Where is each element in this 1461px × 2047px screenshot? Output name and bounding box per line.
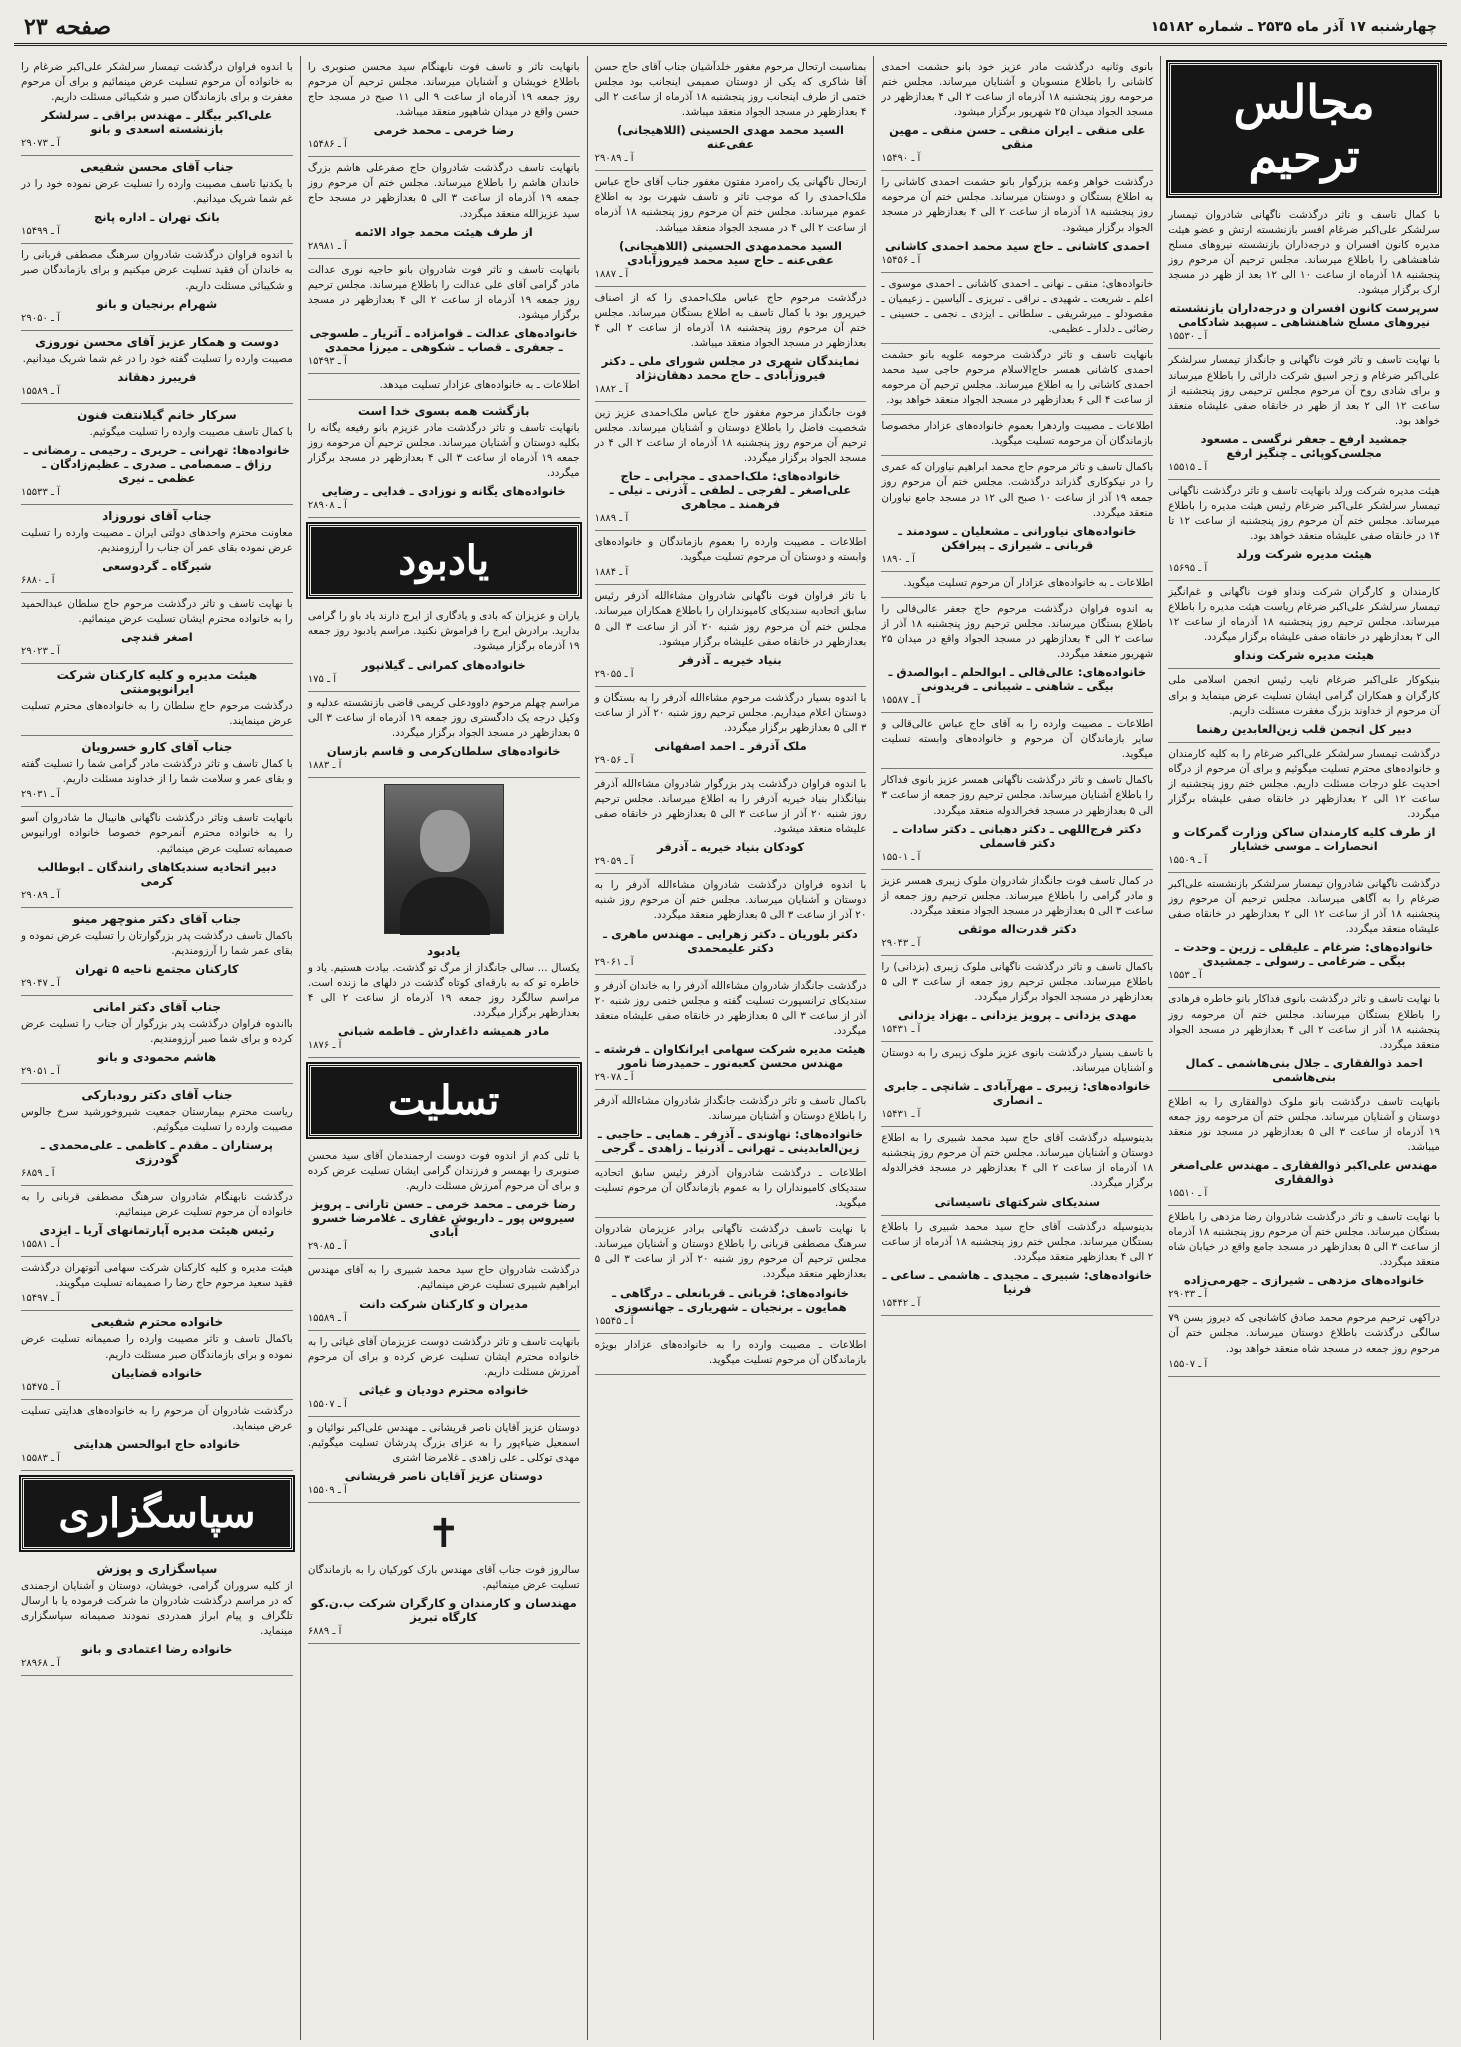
notice-text: درگذشت مرحوم حاج سلطان را به خانواده‌های محترم تسلیت عرض مینمایند.	[21, 700, 293, 728]
notice-signature: خانواده‌ها: تهرانی ـ حریری ـ رحیمی ـ رمضانی ـ رزاق ـ صمصامی ـ صدری ـ عظیم‌زادگان ـ عظمی ـ نیری	[23, 442, 290, 485]
notice	[308, 1331, 580, 1417]
notice	[881, 956, 1153, 1042]
notice-text: با نهایت تاسف درگذشت ناگهانی برادر عزیزمان شادروان سرهنگ مصطفی قربانی را باطلاع دوستان و آشنایان میرساند. مجلس ترحیم آن مرحوم روز شنبه ۲۰ آذر از ساعت ۳ الی ۵ بعدازظهر منعقد میگردد.	[594, 1223, 867, 1281]
notice	[21, 1186, 293, 1257]
notice	[595, 585, 867, 686]
notice-signature: دکتر فرج‌اللهی ـ دکتر دهبانی ـ دکتر سادات ـ دکتر قاسملی	[893, 821, 1142, 850]
notice	[595, 402, 867, 531]
notice-title: هیئت مدیره و کلیه کارکنان شرکت ایرانوپومنتی	[56, 668, 258, 697]
notice	[21, 156, 293, 244]
notice-code: آ ـ ۱۸۹۰	[881, 553, 915, 565]
notice-signature: السید محمدمهدی الحسینی (اللاهیجانی) عفی‌عنه ـ حاج سید محمد فیروزآبادی	[619, 238, 842, 267]
notice-code: آ ـ ۱۵۵۰۷	[307, 1398, 347, 1410]
col5-notices-b	[21, 1558, 293, 1676]
notice	[881, 171, 1153, 272]
column-4	[300, 56, 587, 2040]
notice-text: با اندوه فراوان درگذشت تیمسار سرلشکر علی‌اکبر ضرغام را به خانواده آن مرحوم تسلیت عرض مینمائیم و برای آن مرحوم مغفرت و برای بازماندگان صبر و شکیبائی مسئلت داریم.	[21, 61, 293, 104]
notice	[308, 940, 580, 1058]
notice-signature: خانواده قضاییان	[111, 1365, 203, 1380]
notice	[881, 572, 1153, 598]
notice-signature: خانواده‌های: عالی‌قالی ـ ابوالحلم ـ ابوالصدق ـ بیگی ـ شاهنی ـ شیبانی ـ فریدونی	[888, 665, 1147, 694]
notice-code: آ ـ ۱۸۸۷	[594, 268, 629, 280]
notice-text: دراکهی ترحیم مرحوم محمد صادق کاشانچی که دیروز بسن ۷۹ سالگی درگذشت باطلاع دوستان میرساند. مجلس ختم آن مرحوم روز جمعه در مسجد شاه منعقد خواهد بود.	[1168, 1312, 1440, 1355]
notice-text: باکمال تاسف و تاثر درگذشت ناگهانی همسر عزیز بانوی فداکار را باطلاع آشنایان میرساند. مجلس ترحیم روز جمعه از ساعت ۳ الی ۵ بعدازظهر در مسجد فخرالدوله منعقد میگردد.	[881, 774, 1154, 817]
notice	[21, 807, 293, 907]
notice-code: آ ـ ۱۵۴۸۶	[307, 139, 347, 151]
col5-notices-a	[21, 56, 293, 1471]
banner-tasliat: تسلیت	[308, 1064, 580, 1137]
notice	[308, 374, 580, 400]
notice-signature: خانواده‌های: ملک‌احمدی ـ مجرابی ـ حاج علی‌اصغر ـ لفرجی ـ لطفی ـ آذرنی ـ نیلی ـ فرهمند ـ مجاهری	[609, 469, 852, 512]
notice	[21, 505, 293, 593]
notice-code: آ ـ ۱۵۵۱۰	[1168, 1188, 1208, 1200]
notice-code: آ ـ ۱۵۵۸۷	[881, 695, 921, 707]
notice	[21, 404, 293, 505]
notice-text: بانهایت تاسف و تاثر فوت شادروان بانو حاجیه نوری عدالت مادر گرامی آقای علی عدالت را باطلاع میرساند. مجلس ترحیم روز جمعه ۱۹ آذرماه از ساعت ۲ الی ۴ بعدازظهر در مسجد برگزار میشود.	[307, 263, 580, 321]
notice-text: باکمال تاسف و تاثر درگذشت جانگداز شادروان مشاءالله آذرفر را باطلاع دوستان و آشنایان میرساند.	[594, 1094, 867, 1122]
notice-signature: خانواده‌های عدالت ـ قوامزاده ـ آثریار ـ طسوجی ـ جعفری ـ قصاب ـ شکوهی ـ میرزا محمدی	[309, 325, 578, 354]
col4-notices-d	[308, 1145, 580, 1503]
notice	[308, 1559, 580, 1644]
notice-text: اطلاعات ـ مصیبت وارده را بعموم بازماندگان و خانواده‌های وابسته و دوستان آن مرحوم تسلیت میگوید.	[594, 536, 867, 564]
notice-text: با ثلی کدم از اندوه فوت دوست ارجمندمان آقای سید محسن صنوبری را بهمسر و فرزندان گرامی ایشان تسلیت عرض کرده و برای آن مرحوم آمرزش مسئلت داریم.	[307, 1150, 580, 1193]
notice-code: آ ـ ۱۵۵۰۹	[1168, 855, 1208, 867]
notice-text: درگذشت نابهنگام شادروان سرهنگ مصطفی قربانی را به خانواده آن مرحوم تسلیت عرض مینمائیم.	[21, 1191, 293, 1219]
notice-title: جناب آقای محسن شفیعی	[80, 160, 234, 175]
notice-code: آ ـ ۱۸۸۹	[594, 513, 629, 525]
notice-signature: خانواده‌های: زیبری ـ مهرآبادی ـ شانچی ـ جابری ـ انصاری	[883, 1079, 1151, 1108]
notice-title: خانواده محترم شفیعی	[90, 1315, 224, 1330]
notice	[308, 1259, 580, 1330]
col4-notices-b	[308, 605, 580, 777]
notice-signature: خانواده رضا اعتمادی و بانو	[81, 1642, 233, 1657]
col4-notices-a	[308, 56, 580, 518]
col4-notices-e	[308, 1559, 580, 1644]
notice	[21, 1084, 293, 1186]
notice	[1168, 581, 1440, 669]
notice-text: باکمال تاسف و تاثر مرحوم حاج محمد ابراهیم نیاوران که عمری را در نیکوکاری گذراند درگذشت. مجلس ختم آن مرحوم روز جمعه ۱۹ آذر از ساعت ۱۰ صبح الی ۱۲ در مسجد جامع نیاوران منعقد میگردد.	[881, 461, 1154, 519]
notice-text: بدینوسیله درگذشت آقای حاج سید محمد شبیری را باطلاع بستگان میرساند. مجلس ختم روز پنجشنبه ۱۸ آذرماه از ساعت ۲ الی ۴ بعدازظهر منعقد میگردد.	[881, 1220, 1154, 1263]
notice-code: آ ـ ۲۹۰۳۳	[1168, 1289, 1208, 1301]
notice-signature: خانواده حاج ابوالحسن هدایتی	[73, 1436, 241, 1451]
notice-text: باکمال تاسف درگذشت پدر بزرگوارتان را تسلیت عرض نموده و بقای عمر شما را آرزومندیم.	[21, 929, 293, 957]
notice-text: درگذشت شادروان آن مرحوم را به خانواده‌های هدایتی تسلیت عرض مینماید.	[21, 1404, 293, 1432]
notice-code: آ ـ ۱۸۸۲	[594, 383, 629, 395]
notice	[308, 1417, 580, 1503]
notice-text: با اندوه فراوان درگذشت پدر بزرگوار شادروان مشاءالله آذرفر بنیانگذار بنیاد خیریه آذرفر را به اطلاع میرساند. مجلس ترحیم روز شنبه ۲۰ آذر از ساعت ۳ الی ۵ بعدازظهر در خانقاه صفی علیشاه منعقد میشود.	[594, 777, 867, 836]
notice-signature: سرپرست کانون افسران و درجه‌داران بازنشسته نیروهای مسلح شاهنشاهی ـ سپهبد شادکامی	[1169, 301, 1439, 330]
column-2	[873, 56, 1160, 2040]
notice-signature: مدیران و کارکنان شرکت دانت	[359, 1296, 529, 1311]
notice-code: آ ـ ۱۵۶۹۵	[1168, 563, 1208, 575]
notice-code: آ ـ ۱۵۴۴۲	[881, 1297, 921, 1309]
notice-signature: ملک آذرفر ـ احمد اصفهانی	[654, 738, 807, 753]
notice-text: خانواده‌های: منقی ـ نهانی ـ احمدی کاشانی ـ احمدی موسوی ـ اعلم ـ شریعت ـ شهیدی ـ نراقی ـ تبریزی ـ آلیاسین ـ زعیمیان ـ مقصودلو ـ میرشریفی ـ سلطانی ـ ایزدی ـ نجمی ـ حسینی ـ رضائی ـ دلدار ـ عظیمی.	[881, 277, 1154, 335]
notice-code: آ ـ ۱۵۴۹۹	[21, 226, 60, 238]
notice-signature: خانواده‌های: شبیری ـ مجیدی ـ هاشمی ـ ساعی ـ فرنیا	[882, 1267, 1153, 1296]
notice-signature: دکتر قدرت‌اله موثقی	[958, 921, 1077, 936]
columns	[14, 56, 1447, 2040]
notice-text: با اندوه فراوان درگذشت شادروان مشاءالله آذرفر را به دوستان و آشنایان میرساند. مجلس ختم آن مرحوم روز شنبه ۲۰ آذر از ساعت ۳ الی ۵ بعدازظهر منعقد میگردد.	[594, 879, 867, 922]
notice-text: در کمال تاسف فوت جانگداز شادروان ملوک زیبری همسر عزیز و مادر گرامی را باطلاع میرساند. مجلس ترحیم روز جمعه از ساعت ۳ الی ۵ بعدازظهر در مسجد الجواد منعقد میگردد.	[881, 874, 1154, 917]
notice-signature: بانک تهران ـ اداره پانچ	[93, 210, 220, 225]
notice-text: با نهایت تاسف و تاثر درگذشت شادروان رضا مزدهی را باطلاع بستگان میرساند. مجلس ختم آن مرحوم روز پنجشنبه ۱۸ آذرماه از ساعت ۳ الی ۵ بعدازظهر در مسجد جامع واقع در خیابان شاه منعقد میگردد.	[1168, 1211, 1440, 1269]
notice	[21, 996, 293, 1084]
newspaper-page	[14, 10, 1447, 2040]
notice	[1168, 480, 1440, 581]
notice-code: آ ـ ۲۹۰۵۶	[594, 754, 634, 766]
notice-code: آ ـ ۲۹۰۷۳	[21, 138, 60, 150]
notice	[308, 157, 580, 258]
notice-signature: خانواده‌های مزدهی ـ شیرازی ـ جهرمی‌زاده	[1183, 1273, 1425, 1288]
notice	[21, 1558, 293, 1676]
notice-signature: احمد ذوالفقاری ـ جلال بنی‌هاشمی ـ کمال بنی‌هاشمی	[1185, 1055, 1423, 1084]
notice	[21, 593, 293, 664]
notice-signature: خانواده‌های سلطان‌کرمی و قاسم بازسان	[326, 743, 561, 758]
notice-text: باکمال تاسف و تاثر مصیبت وارده را صمیمانه تسلیت عرض نموده و برای بازماندگان صبر مسئلت داریم.	[21, 1333, 293, 1361]
notice-text: بانهایت تاسف و تاثر درگذشت مرحومه علویه بانو حشمت احمدی کاشانی همسر حاج‌الاسلام مرحوم حاجی سید محمد احمدی کاشانی را به اطلاع میرساند. مجلس ترحیم آن مرحومه از ساعت ۴ الی ۶ بعدازظهر در مسجد الجواد منعقد خواهد بود.	[881, 348, 1154, 407]
notice-text: درگذشت تیمسار سرلشکر علی‌اکبر ضرغام را به کلیه کارمندان و خانواده‌های محترم تسلیت میگوئیم و برای آن مرحوم از درگاه احدیت علو درجات مسئلت داریم. مجلس ختم روز پنجشنبه از ساعت ۱۲ الی ۲ بعدازظهر در خانقاه صفی علیشاه برگزار میگردد.	[1168, 747, 1441, 821]
notice-signature: دکتر بلوریان ـ دکتر زهرایی ـ مهندس ماهری ـ دکتر علیمحمدی	[603, 926, 858, 955]
notice	[1168, 743, 1440, 873]
notice	[595, 874, 867, 974]
notice-text: بااندوه فراوان درگذشت پدر بزرگوار آن جناب را تسلیت عرض کرده و برای شما صبر آرزومندیم.	[21, 1017, 293, 1045]
notice-code: آ ـ ۱۵۵۰۷	[1168, 1358, 1208, 1370]
masthead	[14, 10, 1447, 46]
notice	[21, 331, 293, 404]
notice	[21, 908, 293, 996]
notice	[881, 713, 1153, 769]
notice-text: از کلیه سروران گرامی، خویشان، دوستان و آشنایان ارجمندی که در مراسم درگذشت شادروان ما شرکت فرموده یا با ارسال تلگراف و پیام ابراز همدردی نمودند صمیمانه سپاسگزاری مینماید.	[21, 1579, 293, 1637]
notice-text: دوستان عزیز آقایان ناصر قریشانی ـ مهندس علی‌اکبر نوائیان و اسمعیل ضیاءپور را به عزای بزرگ پدرشان تسلیت میگوئیم. مهدی توکلی ـ علی زاهدی ـ غلامرضا اشتری	[307, 1421, 580, 1464]
notice	[1168, 1091, 1440, 1206]
notice	[1168, 669, 1440, 742]
notice-text: باکمال تاسف و تاثر درگذشت ناگهانی ملوک زیبری (بزدانی) را باطلاع میرساند. مجلس ترحیم روز جمعه از ساعت ۳ الی ۵ بعدازظهر در مسجد الجواد برگزار میگردد.	[881, 960, 1154, 1003]
notice-text: ارتحال ناگهانی یک راه‌مرد مفتون مغفور جناب آقای حاج عباس ملک‌احمدی را که موجب تاثر و تاسف شهرت بود به اطلاع عموم میرساند. مجلس ختم آن مرحوم روز پنجشنبه ۱۸ آذرماه از ساعت ۲ الی ۴ در مسجد الجواد منعقد میباشد.	[594, 176, 867, 234]
notice	[881, 769, 1153, 869]
notice-text: کارمندان و کارگران شرکت ونداو فوت ناگهانی و غم‌انگیز تیمسار سرلشکر علی‌اکبر ضرغام ریاست هیئت مدیره را باطلاع میرساند. مجلس ترحیم روز پنجشنبه ۱۸ آذرماه از ساعت ۱۲ الی ۲ بعدازظهر در خانقاه صفی علیشاه برگزار میگردد.	[1168, 586, 1440, 644]
notice-signature: رئیس هیئت مدیره آپارتمانهای آریا ـ ایزدی	[39, 1223, 275, 1238]
notice	[595, 1334, 867, 1375]
notice	[21, 1311, 293, 1399]
notice-signature: جمشید ارفع ـ جعفر نرگسی ـ مسعود مجلسی‌کوپائی ـ چنگیز ارفع	[1200, 431, 1408, 460]
notice	[595, 287, 867, 402]
notice	[595, 975, 867, 1090]
col1-notices	[1168, 204, 1440, 1377]
column-5	[14, 56, 300, 2040]
notice-signature: رضا خرمی ـ محمد خرمی	[373, 123, 514, 138]
notice-title: جناب آقای دکتر رودبارکی	[81, 1087, 233, 1102]
notice-signature: هاشم محمودی و بانو	[97, 1049, 217, 1064]
notice-signature: السید محمد مهدی الحسینی (اللاهیجانی) عفی‌عنه	[617, 123, 844, 152]
notice	[881, 273, 1153, 344]
notice	[21, 244, 293, 330]
notice-signature: هیئت مدیره شرکت سهامی ایرانکاوان ـ فرشته ـ مهندس محسن کعبه‌نور ـ حمیدرضا نامور	[595, 1041, 866, 1070]
notice-code: آ ـ ۱۵۵۸۳	[21, 1452, 60, 1464]
notice-text: با کمال تاسف و تاثر درگذشت مادر گرامی شما را تسلیت گفته و بقای عمر و سلامت شما را از خداوند مسئلت داریم.	[21, 758, 293, 786]
notice-text: بانهایت تاسف و تاثر درگذشت مادر عزیزم بانو رفیعه یگانه را بکلیه دوستان و آشنایان میرساند. مجلس ترحیم آن مرحومه روز جمعه ۱۹ آذرماه از ساعت ۳ الی ۴ بعدازظهر در مسجد برگزار میگردد.	[307, 422, 580, 480]
notice-title: جناب آقای کارو خسرویان	[81, 740, 233, 755]
notice-code: آ ـ ۱۵۴۵۶	[881, 254, 921, 266]
column-3	[587, 56, 874, 2040]
notice-code: آ ـ ۱۸۸۳	[307, 759, 342, 771]
notice	[881, 415, 1153, 456]
notice	[1168, 1206, 1440, 1307]
notice-text: بانهایت تاسف و تاثر درگذشت دوست عزیزمان آقای غیاثی را به خانواده محترم ایشان تسلیت عرض کرده و برای آن مرحوم آمرزش مسئلت داریم.	[307, 1335, 580, 1378]
notice-code: آ ـ ۲۹۰۷۸	[594, 1071, 634, 1083]
notice-code: آ ـ ۲۹۰۵۵	[594, 668, 634, 680]
notice-signature: علی‌اکبر بیگلر ـ مهندس براقی ـ سرلشکر بازنشسته اسعدی و بانو	[41, 108, 273, 137]
column-1	[1160, 56, 1447, 2040]
cross-icon: ✝	[426, 1510, 461, 1557]
notice-code: آ ـ ۲۸۹۶۸	[21, 1658, 60, 1670]
notice	[881, 870, 1153, 956]
notice-code: آ ـ ۲۹۰۳۱	[21, 789, 60, 801]
notice-signature: شهرام برنجیان و بانو	[96, 296, 218, 311]
notice	[595, 1218, 867, 1333]
notice-signature: از طرف هیئت محمد جواد الائمه	[354, 224, 533, 239]
banner-sepasgozari: سپاسگزاری	[21, 1477, 293, 1550]
notice-title: جناب آقای دکتر منوچهر مینو	[72, 911, 242, 926]
notice	[881, 598, 1153, 713]
notice-code: آ ـ ۱۵۵۳۳	[21, 486, 60, 498]
notice-code: آ ـ ۱۸۷۶	[307, 1040, 342, 1052]
notice-text: با تاسف بسیار درگذشت بانوی عزیز ملوک زیبری را به دوستان و آشنایان میرساند.	[881, 1047, 1154, 1075]
notice-code: آ ـ ۶۸۸۹	[307, 1626, 342, 1638]
notice-text: درگذشت خواهر وعمه بزرگوار بانو حشمت احمدی کاشانی را به اطلاع بستگان و دوستان میرساند. مجلس ختم آن مرحومه روز پنجشنبه ۱۸ آذرماه از ساعت ۲ الی ۴ بعدازظهر در مسجد الجواد برگزار میشود.	[881, 176, 1154, 234]
notice-code: آ ـ ۲۹۰۶۱	[594, 956, 634, 968]
notice-text: با کمال تاسف و تاثر درگذشت ناگهانی شادروان تیمسار سرلشکر علی‌اکبر ضرغام افسر بازنشسته ارتش و عضو هیئت مدیره کانون افسران و درجه‌داران بازنشسته نیروهای مسلح شاهنشاهی را باطلاع میرساند. مجلس ترحیم آن مرحوم روز پنجشنبه ۱۸ آذرماه از ساعت ۱۰ الی ۱۲ بعد از ظهر در مسجد ارک برگزار میشود.	[1168, 209, 1440, 297]
notice-text: ریاست محترم بیمارستان جمعیت شیروخورشید سرخ جالوس مصیبت وارده را تسلیت میگوئیم.	[21, 1105, 293, 1134]
notice-code: آ ـ ۱۵۴۹۳	[307, 355, 347, 367]
notice-title: جناب آقای نوروزاد	[102, 508, 212, 523]
notice	[21, 1257, 293, 1311]
notice-signature: هیئت مدیره شرکت ونداو	[1234, 648, 1375, 663]
notice	[1168, 1307, 1440, 1376]
notice-code: آ ـ ۲۹۰۲۳	[21, 646, 60, 658]
notice-text: با تاثر فراوان فوت ناگهانی شادروان مشاءالله آذرفر رئیس سابق اتحادیه سندیکای کامیونداران را باطلاع همکاران میرساند. مجلس ختم آن مرحوم روز شنبه ۲۰ آذر از ساعت ۳ الی ۵ بعدازظهر در خانقاه صفی علیشاه برگزار میشود.	[594, 590, 867, 648]
notice-text: بانوی وثانیه درگذشت مادر عزیز خود بانو حشمت احمدی کاشانی را باطلاع منسوبان و آشنایان میرساند. مجلس ختم مرحومه روز پنجشنبه ۱۸ آذرماه از ساعت ۲ الی ۴ بعدازظهر در مسجد الجواد میدان ۲۵ شهریور برگزار میشود.	[881, 61, 1154, 119]
notice-text: با نهایت تاسف و تاثر درگذشت مرحوم حاج سلطان عبدالحمید را به خانواده محترم ایشان تسلیت عرض مینمائیم.	[21, 597, 293, 626]
notice	[881, 56, 1153, 171]
notice-text: درگذشت مرحوم حاج عباس ملک‌احمدی را که از اصناف خیرپرور بود با کمال تاسف به اطلاع بستگان میرساند. مجلس ختم آن مرحوم روز پنجشنبه ۱۸ آذرماه از ساعت ۲ الی ۴ بعدازظهر در مسجد الجواد منعقد میباشد.	[594, 291, 867, 349]
notice	[595, 531, 867, 585]
notice-signature: فریبرز دهقاند	[117, 369, 197, 384]
notice-signature: خانواده‌های نیاورانی ـ مشعلیان ـ سودمند ـ قربانی ـ شیرازی ـ پیرافکن	[898, 523, 1137, 552]
notice	[595, 1162, 867, 1218]
notice-code: آ ـ ۱۵۴۷۵	[21, 1381, 60, 1393]
notice-text: اطلاعات ـ مصیبت وارده را به خانواده‌های عزادار بویژه بازماندگان آن مرحوم تسلیت میگوید.	[594, 1338, 867, 1366]
notice-code: آ ـ ۶۸۸۰	[21, 574, 55, 586]
notice-signature: اصغر قندچی	[121, 630, 193, 645]
notice	[881, 1216, 1153, 1316]
notice-signature: کارکنان مجتمع ناحیه ۵ تهران	[75, 961, 239, 976]
notice-title: سپاسگزاری و پوزش	[96, 1561, 218, 1576]
notice	[881, 1042, 1153, 1127]
notice-signature: بنیاد خیریه ـ آذرفر	[679, 652, 782, 667]
notice-text: با اندوه فراوان درگذشت شادروان سرهنگ مصطفی قربانی را به خاندان آن فقید تسلیت عرض میکنیم و برای بازماندگان صبر و شکیبائی مسئلت داریم.	[21, 249, 293, 292]
notice-signature: مهندسان و کارمندان و کارگران شرکت ب.ن.کو کارگاه تبریز	[310, 1596, 577, 1625]
notice	[595, 773, 867, 874]
notice-text: با اندوه بسیار درگذشت مرحوم مشاءالله آذرفر را به بستگان و دوستان اعلام میداریم. مجلس ترحیم روز شنبه ۲۰ آذر از ساعت ۳ الی ۵ بعدازظهر برگزار میگردد.	[594, 691, 867, 734]
notice	[21, 736, 293, 807]
notice-signature: دوستان عزیز آقایان ناصر قریشانی	[344, 1468, 543, 1483]
notice	[21, 56, 293, 156]
notice	[881, 1127, 1153, 1215]
notice-signature: هیئت مدیره شرکت ورلد	[1236, 547, 1372, 562]
notice	[595, 56, 867, 171]
notice-code: آ ـ ۱۵۴۹۷	[21, 1293, 60, 1305]
notice-text: بنیکوکار علی‌اکبر ضرغام نایب رئیس انجمن اسلامی ملی کارگران و همکاران گرامی ایشان تسلیت عرض مینماید و برای آن مرحوم از خداوند بزرگ مغفرت مسئلت داریم.	[1168, 674, 1440, 717]
notice-signature: پرستاران ـ مقدم ـ کاظمی ـ علی‌محمدی ـ گودرزی	[40, 1138, 273, 1167]
notice	[1168, 349, 1440, 479]
notice-signature: احمدی کاشانی ـ حاج سید محمد احمدی کاشانی	[884, 238, 1150, 253]
notice-text: معاونت محترم واحدهای دولتی ایران ـ مصیبت وارده را تسلیت عرض نموده بقای عمر آن جناب را آرزومندیم.	[21, 526, 293, 554]
notice	[595, 171, 867, 286]
notice-code: آ ـ ۱۵۵۳	[1168, 970, 1202, 982]
notice	[595, 687, 867, 773]
notice-signature: دبیر کل انجمن قلب زین‌العابدین رهنما	[1196, 721, 1412, 736]
notice-text: با نهایت تاسف و تاثر فوت ناگهانی و جانگداز تیمسار سرلشکر علی‌اکبر ضرغام و زجر اسیق شرکت دارائی را باطلاع میرساند و برای شادی روح آن مرحوم مجلس ترحیمی روز پنجشنبه از ساعت ۱۲ الی ۲ بعد از ظهر در خانقاه صفی علیشاه منعقد خواهد بود.	[1168, 354, 1440, 427]
notice-title: بازگشت همه بسوی خدا است	[357, 404, 530, 419]
notice-signature: مهندس علی‌اکبر ذوالفقاری ـ مهندس علی‌اصغر ذوالفقاری	[1170, 1158, 1438, 1187]
notice-code: آ ـ ۱۵۴۹۰	[881, 153, 921, 165]
notice-text: مراسم چهلم مرحوم داوودعلی کریمی قاضی بازنشسته عدلیه و وکیل درجه یک دادگستری روز جمعه ۱۹ آذرماه از ساعت ۳ الی ۵ بعدازظهر در مسجد الجواد برگزار میگردد.	[307, 696, 580, 739]
notice	[21, 664, 293, 736]
notice	[308, 56, 580, 157]
notice-text: سالروز فوت جناب آقای مهندس بارک کورکیان را به بازماندگان تسلیت عرض مینمائیم.	[307, 1563, 580, 1592]
col3-notices	[595, 56, 867, 1375]
notice-signature: مهدی یزدانی ـ پرویز یزدانی ـ بهزاد یزدانی	[898, 1008, 1137, 1023]
notice	[308, 692, 580, 778]
page-number: صفحه ۲۳	[24, 13, 112, 40]
notice-code: آ ـ ۱۵۵۰۹	[307, 1484, 347, 1496]
notice-code: آ ـ ۲۹۰۸۵	[307, 1241, 347, 1253]
notice-signature: کودکان بنیاد خیریه ـ آذرفر	[656, 840, 805, 855]
notice	[1168, 988, 1440, 1090]
notice-code: آ ـ ۱۵۵۸۹	[21, 385, 60, 397]
memorial-portrait-photo	[384, 784, 504, 934]
notice-code: آ ـ ۱۷۵	[307, 673, 337, 685]
notice-text: با یکدنیا تاسف مصیبت وارده را تسلیت عرض نموده خود را در غم شما شریک میدانیم.	[21, 178, 293, 206]
notice-code: آ ـ ۱۵۴۳۱	[881, 1024, 921, 1036]
notice-signature: سندیکای شرکتهای تاسیساتی	[934, 1194, 1101, 1209]
notice-signature: دبیر اتحادیه سندیکاهای رانندگان ـ ابوطالب کرمی	[37, 859, 277, 888]
notice-text: به اندوه فراوان درگذشت مرحوم حاج جعفر عالی‌قالی را باطلاع بستگان میرساند. مجلس ترحیم روز پنجشنبه ۱۸ آذر از ساعت ۲ الی ۴ بعدازظهر در مسجد الجواد واقع در میدان ۲۵ شهریور منعقد میگردد.	[881, 602, 1154, 661]
notice	[21, 1400, 293, 1471]
notice-code: آ ـ ۱۵۵۱۵	[1168, 461, 1208, 473]
notice-text: اطلاعات ـ مصیبت وارده را به آقای حاج عباس عالی‌قالی و سایر بازماندگان آن مرحوم و خانواده‌های وابسته تسلیت میگوید.	[881, 718, 1154, 761]
banner-majales: مجالس ترحیم	[1168, 62, 1440, 196]
notice	[881, 456, 1153, 571]
notice-text: بانهایت تاثر و تاسف فوت نابهنگام سید محسن صنوبری را باطلاع خویشان و آشنایان میرساند. مجلس ترحیم آن مرحوم روز جمعه ۱۹ آذرماه از ساعت ۹ الی ۱۱ صبح در مسجد حاج حسن واقع در میدان شاهپور منعقد میباشد.	[307, 61, 580, 119]
notice-title: دوست و همکار عزیز آقای محسن نوروزی	[34, 334, 279, 349]
notice-code: آ ـ ۱۵۴۳۱	[881, 1109, 921, 1121]
notice	[1168, 204, 1440, 349]
notice	[1168, 873, 1440, 988]
notice	[308, 400, 580, 518]
notice-signature: خانواده‌های یگانه و نوزادی ـ فدایی ـ رضایی	[321, 484, 566, 499]
notice-text: اطلاعات ـ به خانواده‌های عزادار تسلیت میدهد.	[379, 378, 580, 391]
notice-code: آ ـ ۱۵۵۸۱	[21, 1239, 60, 1251]
notice	[308, 605, 580, 691]
notice-code: آ ـ ۲۹۰۸۹	[594, 153, 634, 165]
notice	[595, 1090, 867, 1162]
notice	[308, 259, 580, 374]
notice-signature: رضا خرمی ـ محمد خرمی ـ حسن تارانی ـ پرویز سیروس پور ـ داریوش غفاری ـ غلامرضا خسرو آبادی	[311, 1197, 576, 1240]
notice-signature: علی منقی ـ ایران منقی ـ حسن منقی ـ مهین منقی	[889, 123, 1146, 152]
notice-code: آ ـ ۲۹۰۵۰	[21, 312, 60, 324]
notice-text: بمناسبت ارتحال مرحوم مغفور خلدآشیان جناب آقای حاج حسن آقا شاکری که یکی از دوستان صمیمی اینجانب بود مجلس ختمی از طرف اینجانب روز پنجشنبه ۱۸ آذرماه از ساعت ۲ الی ۴ بعدازظهر در مسجد الجواد منعقد میباشد.	[594, 61, 867, 119]
notice-signature: خانواده محترم دودیان و غیاثی	[358, 1382, 529, 1397]
notice-text: هیئت مدیره شرکت ورلد بانهایت تاسف و تاثر درگذشت ناگهانی تیمسار سرلشکر علی‌اکبر ضرغام رئیس هیئت مدیره را باطلاع میرساند. مجلس ختم آن مرحوم روز پنجشنبه از ساعت ۱۲ تا ۱۴ در خانقاه صفی علیشاه منعقد خواهد بود.	[1168, 484, 1440, 543]
notice-signature: از طرف کلیه کارمندان ساکن وزارت گمرکات و انحصارات ـ موسی خشایار	[1172, 825, 1436, 854]
notice-text: بانهایت تاسف درگذشت بانو ملوک ذوالفقاری را به اطلاع دوستان و آشنایان میرساند. مجلس ختم آن مرحومه روز جمعه ۱۹ آذرماه از ساعت ۳ الی ۵ بعدازظهر در مسجد نور منعقد میباشد.	[1168, 1095, 1440, 1153]
notice-text: درگذشت شادروان حاج سید محمد شبیری را به آقای مهندس ابراهیم شبیری تسلیت عرض مینمائیم.	[307, 1264, 580, 1292]
notice-code: آ ـ ۲۹۰۵۱	[21, 1065, 60, 1077]
notice-text: بانهایت تاسف وتاثر درگذشت ناگهانی هانیبال ما شادروان آسو را به خانواده محترم آنمرحوم خصوصا خانواده اورانیوس صمیمانه تسلیت عرض مینمائیم.	[21, 812, 293, 855]
notice-code: آ ـ ۱۵۵۸۹	[307, 1312, 347, 1324]
notice-text: درگذشت جانگداز شادروان مشاءالله آذرفر را به خاندان آذرفر و سندیکای ترانسپورت تسلیت گفته و مجلس ختمی روز شنبه ۲۰ آذر از ساعت ۳ الی ۵ بعدازظهر در خانقاه صفی علیشاه منعقد میگردد.	[594, 979, 867, 1037]
col4-notices-c	[308, 940, 580, 1058]
issue-date-line: چهارشنبه ۱۷ آذر ماه ۲۵۳۵ ـ شماره ۱۵۱۸۲	[1150, 18, 1437, 35]
notice-code: آ ـ ۱۸۸۴	[594, 567, 629, 579]
notice-text: مصیبت وارده را تسلیت گفته خود را در غم شما شریک میدانیم.	[22, 352, 293, 365]
notice-text: یکسال ... سالی جانگداز از مرگ تو گذشت. بیادت هستیم. یاد و خاطره تو که به بارقه‌ای کوتاه گذشت در دلهای ما زنده است. مراسم سالگرد روز جمعه ۱۹ آذرماه از ساعت ۲ الی ۴ بعدازظهر برگزار میگردد.	[307, 961, 580, 1020]
banner-yadbood: یادبود	[308, 524, 580, 597]
notice-signature: نمایندگان شهری در مجلس شورای ملی ـ دکتر فیروزآبادی ـ حاج محمد دهقان‌نژاد	[601, 353, 860, 382]
notice-text: یاران و عزیزان که بادی و یادگاری از ایرج دارند یاد باو را گرامی بدارید. برادرش ایرج را فراموش نکنید. مراسم یادبود روز جمعه ۱۹ آذرماه برگزار میشود.	[307, 610, 580, 653]
notice-text: بانهایت تاسف درگذشت شادروان حاج صفرعلی هاشم بزرگ خاندان هاشم را باطلاع میرساند. مجلس ختم آن مرحوم روز جمعه ۱۹ آذرماه از ساعت ۳ الی ۵ بعدازظهر در مسجد حاج سید عزیزالله منعقد میگردد.	[307, 162, 580, 220]
col2-notices	[881, 56, 1153, 1316]
notice-code: آ ـ ۲۹۰۴۷	[21, 977, 60, 989]
notice	[308, 1145, 580, 1259]
notice-code: آ ـ ۱۵۵۴۵	[594, 1315, 634, 1327]
notice-code: آ ـ ۱۵۵۳۰	[1168, 331, 1208, 343]
notice-title: سرکار خانم گیلانتفت فنون	[77, 407, 237, 422]
notice-code: آ ـ ۶۸۵۹	[21, 1168, 55, 1180]
notice-signature: خانواده‌های کمرانی ـ گیلانپور	[361, 657, 526, 672]
notice-code: آ ـ ۲۸۹۰۸	[307, 500, 347, 512]
notice-signature: خانواده‌های: قربانی ـ قربانعلی ـ درگاهی ـ همایون ـ برنجیان ـ شهریاری ـ جهانسوزی	[612, 1285, 849, 1314]
notice-signature: خانواده‌های: نهاوندی ـ آذرفر ـ همایی ـ حاجبی ـ زین‌العابدینی ـ تهرانی ـ آذرنیا ـ زاهدی ـ گرجی	[597, 1126, 864, 1155]
notice-code: آ ـ ۱۵۵۰۱	[881, 851, 921, 863]
notice-text: با کمال تاسف مصیبت وارده را تسلیت میگوئیم.	[89, 425, 293, 438]
notice-text: فوت جانگداز مرحوم مغفور حاج عباس ملک‌احمدی عزیز زین شخصیت فاضل را باطلاع دوستان و آشنایان میرساند. مجلس ترحیم آن مرحوم روز پنجشنبه ۱۸ آذرماه از ساعت ۲ الی ۴ در مسجد الجواد برگزار میگردد.	[594, 406, 867, 465]
notice-text: اطلاعات ـ درگذشت شادروان آذرفر رئیس سابق اتحادیه سندیکای کامیونداران را به عموم بازماندگان آن مرحوم تسلیت میگوید.	[594, 1166, 867, 1210]
notice-code: آ ـ ۲۹۰۸۹	[21, 889, 60, 901]
notice-code: آ ـ ۲۹۰۵۹	[594, 856, 634, 868]
notice	[881, 344, 1153, 415]
notice-text: بدینوسیله درگذشت آقای حاج سید محمد شبیری را به اطلاع دوستان و آشنایان میرساند. مجلس ختم آن مرحوم روز پنجشنبه ۱۸ آذرماه از ساعت ۲ الی ۴ بعدازظهر در مسجد فخرالدوله برگزار میگردد.	[881, 1132, 1154, 1190]
notice-text: هیئت مدیره و کلیه کارکنان شرکت سهامی آتوتهران درگذشت فقید سعید مرحوم حاج رضا را صمیمانه تسلیت میگویند.	[21, 1262, 293, 1290]
notice-signature: خانواده‌های: ضرغام ـ علیقلی ـ زرین ـ وحدت ـ بیگی ـ ضرغامی ـ رسولی ـ جمشیدی	[1174, 940, 1434, 969]
notice-signature: مادر همیشه داغدارش ـ فاطمه شبانی	[338, 1024, 550, 1039]
notice-text: با نهایت تاسف و تاثر درگذشت بانوی فداکار بانو خاطره فرهادی را باطلاع بستگان میرساند. مجلس ختم آن مرحومه روز پنجشنبه ۱۸ آذر از ساعت ۲ الی ۴ بعدازظهر در مسجد الجواد منعقد میگردد.	[1168, 993, 1440, 1051]
notice-text: درگذشت ناگهانی شادروان تیمسار سرلشکر بازنشسته علی‌اکبر ضرغام را به آگاهی میرساند. مجلس ترحیم آن مرحوم روز پنجشنبه ۱۸ آذر از ساعت ۱۲ الی ۲ بعدازظهر در خانقاه صفی علیشاه منعقد میگردد.	[1168, 878, 1441, 936]
notice-text: اطلاعات ـ مصیبت واردهرا بعموم خانواده‌های عزادار مخصوصا بازماندگان آن مرحومه تسلیت میگوید.	[881, 420, 1154, 448]
notice-title: یادبود	[427, 943, 461, 958]
notice-signature: شیرگاه ـ گردوسعی	[102, 558, 212, 573]
notice-code: آ ـ ۲۸۹۸۱	[307, 240, 347, 252]
notice-text: اطلاعات ـ به خانواده‌های عزادار آن مرحوم تسلیت میگوید.	[903, 576, 1154, 589]
notice-title: جناب آقای دکتر امانی	[92, 999, 222, 1014]
notice-code: آ ـ ۲۹۰۴۳	[881, 937, 921, 949]
